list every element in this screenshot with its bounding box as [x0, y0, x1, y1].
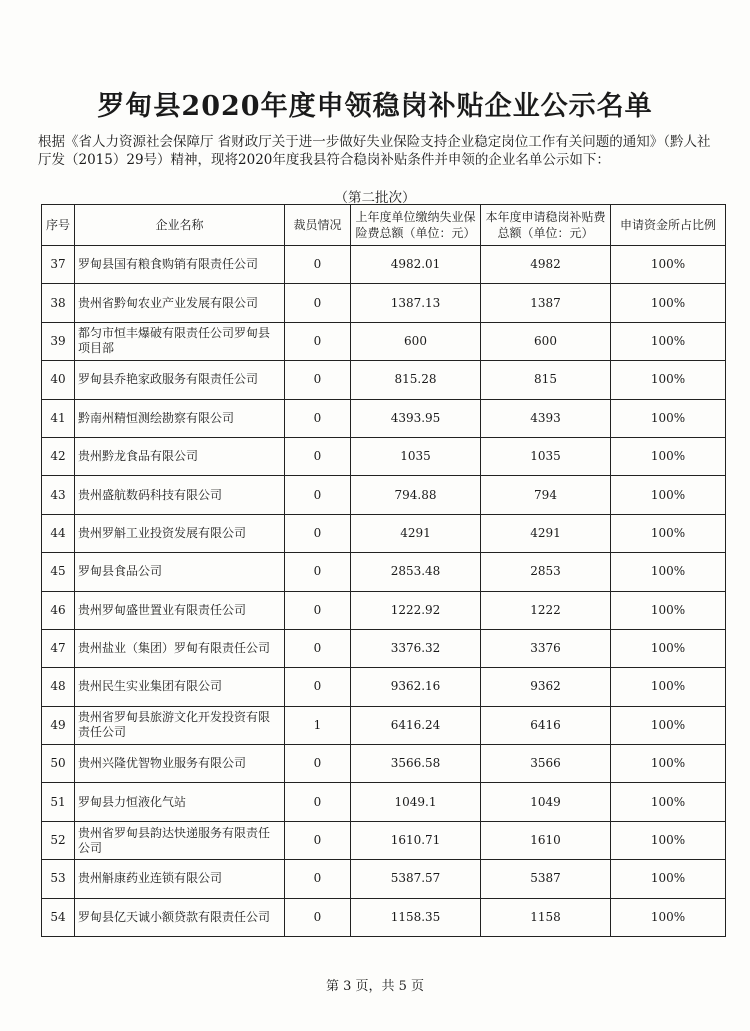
- cell-no: 38: [42, 284, 75, 322]
- cell-ratio: 100%: [611, 322, 726, 360]
- cell-subsidy-amount: 5387: [481, 860, 611, 898]
- company-table: [41, 204, 726, 937]
- cell-company-name: 贵州民生实业集团有限公司: [75, 668, 285, 706]
- cell-layoff: 0: [285, 860, 351, 898]
- cell-company-name: 贵州盐业（集团）罗甸有限责任公司: [75, 629, 285, 667]
- cell-ratio: 100%: [611, 437, 726, 475]
- cell-subsidy-amount: 1035: [481, 437, 611, 475]
- cell-premium-amount: 9362.16: [351, 668, 481, 706]
- table-row: [42, 783, 726, 821]
- cell-ratio: 100%: [611, 821, 726, 859]
- cell-company-name: 罗甸县力恒液化气站: [75, 783, 285, 821]
- cell-ratio: 100%: [611, 399, 726, 437]
- cell-premium-amount: 2853.48: [351, 553, 481, 591]
- cell-ratio: 100%: [611, 898, 726, 936]
- cell-company-name: 贵州省罗甸县韵达快递服务有限责任公司: [75, 821, 285, 859]
- cell-no: 46: [42, 591, 75, 629]
- table-row: [42, 745, 726, 783]
- cell-layoff: 0: [285, 821, 351, 859]
- table-row: [42, 361, 726, 399]
- cell-layoff: 0: [285, 629, 351, 667]
- cell-no: 37: [42, 246, 75, 284]
- cell-premium-amount: 5387.57: [351, 860, 481, 898]
- cell-company-name: 罗甸县食品公司: [75, 553, 285, 591]
- cell-ratio: 100%: [611, 783, 726, 821]
- batch-label: （第二批次）: [334, 190, 416, 206]
- cell-premium-amount: 1158.35: [351, 898, 481, 936]
- header-no: 序号: [42, 205, 75, 246]
- cell-subsidy-amount: 3566: [481, 745, 611, 783]
- table-row: [42, 399, 726, 437]
- cell-subsidy-amount: 1049: [481, 783, 611, 821]
- table-row: [42, 629, 726, 667]
- table-row: [42, 514, 726, 552]
- cell-premium-amount: 1049.1: [351, 783, 481, 821]
- cell-company-name: 罗甸县乔艳家政服务有限责任公司: [75, 361, 285, 399]
- cell-company-name: 贵州斛康药业连锁有限公司: [75, 860, 285, 898]
- cell-subsidy-amount: 794: [481, 476, 611, 514]
- cell-company-name: 罗甸县国有粮食购销有限责任公司: [75, 246, 285, 284]
- cell-no: 48: [42, 668, 75, 706]
- table-row: [42, 668, 726, 706]
- cell-premium-amount: 6416.24: [351, 706, 481, 744]
- cell-ratio: 100%: [611, 668, 726, 706]
- page-footer: 第 3 页，共 5 页: [325, 979, 425, 994]
- cell-layoff: 0: [285, 553, 351, 591]
- cell-subsidy-amount: 2853: [481, 553, 611, 591]
- cell-layoff: 0: [285, 437, 351, 475]
- cell-subsidy-amount: 1610: [481, 821, 611, 859]
- cell-premium-amount: 1387.13: [351, 284, 481, 322]
- cell-subsidy-amount: 6416: [481, 706, 611, 744]
- cell-no: 43: [42, 476, 75, 514]
- cell-no: 54: [42, 898, 75, 936]
- table-row: [42, 591, 726, 629]
- cell-no: 51: [42, 783, 75, 821]
- table-body: [42, 246, 726, 937]
- cell-no: 41: [42, 399, 75, 437]
- cell-subsidy-amount: 1158: [481, 898, 611, 936]
- cell-ratio: 100%: [611, 284, 726, 322]
- cell-no: 49: [42, 706, 75, 744]
- cell-company-name: 罗甸县亿天诚小额贷款有限责任公司: [75, 898, 285, 936]
- cell-ratio: 100%: [611, 591, 726, 629]
- cell-subsidy-amount: 4393: [481, 399, 611, 437]
- cell-ratio: 100%: [611, 553, 726, 591]
- cell-premium-amount: 600: [351, 322, 481, 360]
- cell-no: 53: [42, 860, 75, 898]
- table-row: [42, 821, 726, 859]
- cell-company-name: 贵州黔龙食品有限公司: [75, 437, 285, 475]
- cell-subsidy-amount: 1387: [481, 284, 611, 322]
- cell-layoff: 0: [285, 783, 351, 821]
- cell-layoff: 0: [285, 246, 351, 284]
- cell-no: 39: [42, 322, 75, 360]
- header-layoff: 裁员情况: [285, 205, 351, 246]
- table-row: [42, 860, 726, 898]
- cell-ratio: 100%: [611, 246, 726, 284]
- cell-subsidy-amount: 4982: [481, 246, 611, 284]
- cell-layoff: 1: [285, 706, 351, 744]
- cell-premium-amount: 4393.95: [351, 399, 481, 437]
- cell-ratio: 100%: [611, 514, 726, 552]
- cell-no: 47: [42, 629, 75, 667]
- table-row: [42, 437, 726, 475]
- table-header-row: [42, 205, 726, 246]
- cell-subsidy-amount: 3376: [481, 629, 611, 667]
- cell-no: 45: [42, 553, 75, 591]
- header-name: 企业名称: [75, 205, 285, 246]
- cell-layoff: 0: [285, 745, 351, 783]
- cell-layoff: 0: [285, 322, 351, 360]
- cell-subsidy-amount: 600: [481, 322, 611, 360]
- cell-no: 44: [42, 514, 75, 552]
- cell-premium-amount: 1222.92: [351, 591, 481, 629]
- cell-subsidy-amount: 1222: [481, 591, 611, 629]
- cell-layoff: 0: [285, 898, 351, 936]
- cell-premium-amount: 4982.01: [351, 246, 481, 284]
- cell-company-name: 都匀市恒丰爆破有限责任公司罗甸县项目部: [75, 322, 285, 360]
- table-row: [42, 706, 726, 744]
- cell-layoff: 0: [285, 514, 351, 552]
- header-ratio: 申请资金所占比例: [611, 205, 726, 246]
- cell-layoff: 0: [285, 668, 351, 706]
- cell-layoff: 0: [285, 476, 351, 514]
- cell-layoff: 0: [285, 591, 351, 629]
- cell-ratio: 100%: [611, 860, 726, 898]
- cell-ratio: 100%: [611, 629, 726, 667]
- header-subsidy: 本年度申请稳岗补贴费总额（单位：元）: [481, 205, 611, 246]
- cell-no: 40: [42, 361, 75, 399]
- document-title: 罗甸县2020年度申领稳岗补贴企业公示名单: [97, 91, 653, 122]
- cell-company-name: 贵州兴隆优智物业服务有限公司: [75, 745, 285, 783]
- cell-premium-amount: 1610.71: [351, 821, 481, 859]
- intro-paragraph: 根据《省人力资源社会保障厅 省财政厅关于进一步做好失业保险支持企业稳定岗位工作有关问题的通知》（黔人社厅发（2015）29号）精神，现将2020年度我县符合稳岗补贴条件并申领的企业名单公示如下：: [38, 134, 711, 168]
- cell-premium-amount: 794.88: [351, 476, 481, 514]
- cell-layoff: 0: [285, 399, 351, 437]
- cell-no: 42: [42, 437, 75, 475]
- cell-layoff: 0: [285, 361, 351, 399]
- cell-company-name: 贵州省罗甸县旅游文化开发投资有限责任公司: [75, 706, 285, 744]
- table-row: [42, 476, 726, 514]
- cell-subsidy-amount: 4291: [481, 514, 611, 552]
- cell-premium-amount: 3376.32: [351, 629, 481, 667]
- cell-premium-amount: 4291: [351, 514, 481, 552]
- cell-company-name: 贵州盛航数码科技有限公司: [75, 476, 285, 514]
- cell-no: 50: [42, 745, 75, 783]
- table-row: [42, 898, 726, 936]
- cell-company-name: 黔南州精恒测绘勘察有限公司: [75, 399, 285, 437]
- table-row: [42, 322, 726, 360]
- header-amount: 上年度单位缴纳失业保险费总额（单位：元）: [351, 205, 481, 246]
- cell-premium-amount: 3566.58: [351, 745, 481, 783]
- table-row: [42, 246, 726, 284]
- cell-subsidy-amount: 815: [481, 361, 611, 399]
- table-row: [42, 284, 726, 322]
- cell-company-name: 贵州罗甸盛世置业有限责任公司: [75, 591, 285, 629]
- cell-subsidy-amount: 9362: [481, 668, 611, 706]
- table-row: [42, 553, 726, 591]
- cell-company-name: 贵州省黔甸农业产业发展有限公司: [75, 284, 285, 322]
- cell-premium-amount: 815.28: [351, 361, 481, 399]
- cell-ratio: 100%: [611, 476, 726, 514]
- cell-company-name: 贵州罗斛工业投资发展有限公司: [75, 514, 285, 552]
- cell-no: 52: [42, 821, 75, 859]
- cell-ratio: 100%: [611, 745, 726, 783]
- cell-ratio: 100%: [611, 361, 726, 399]
- cell-premium-amount: 1035: [351, 437, 481, 475]
- cell-ratio: 100%: [611, 706, 726, 744]
- cell-layoff: 0: [285, 284, 351, 322]
